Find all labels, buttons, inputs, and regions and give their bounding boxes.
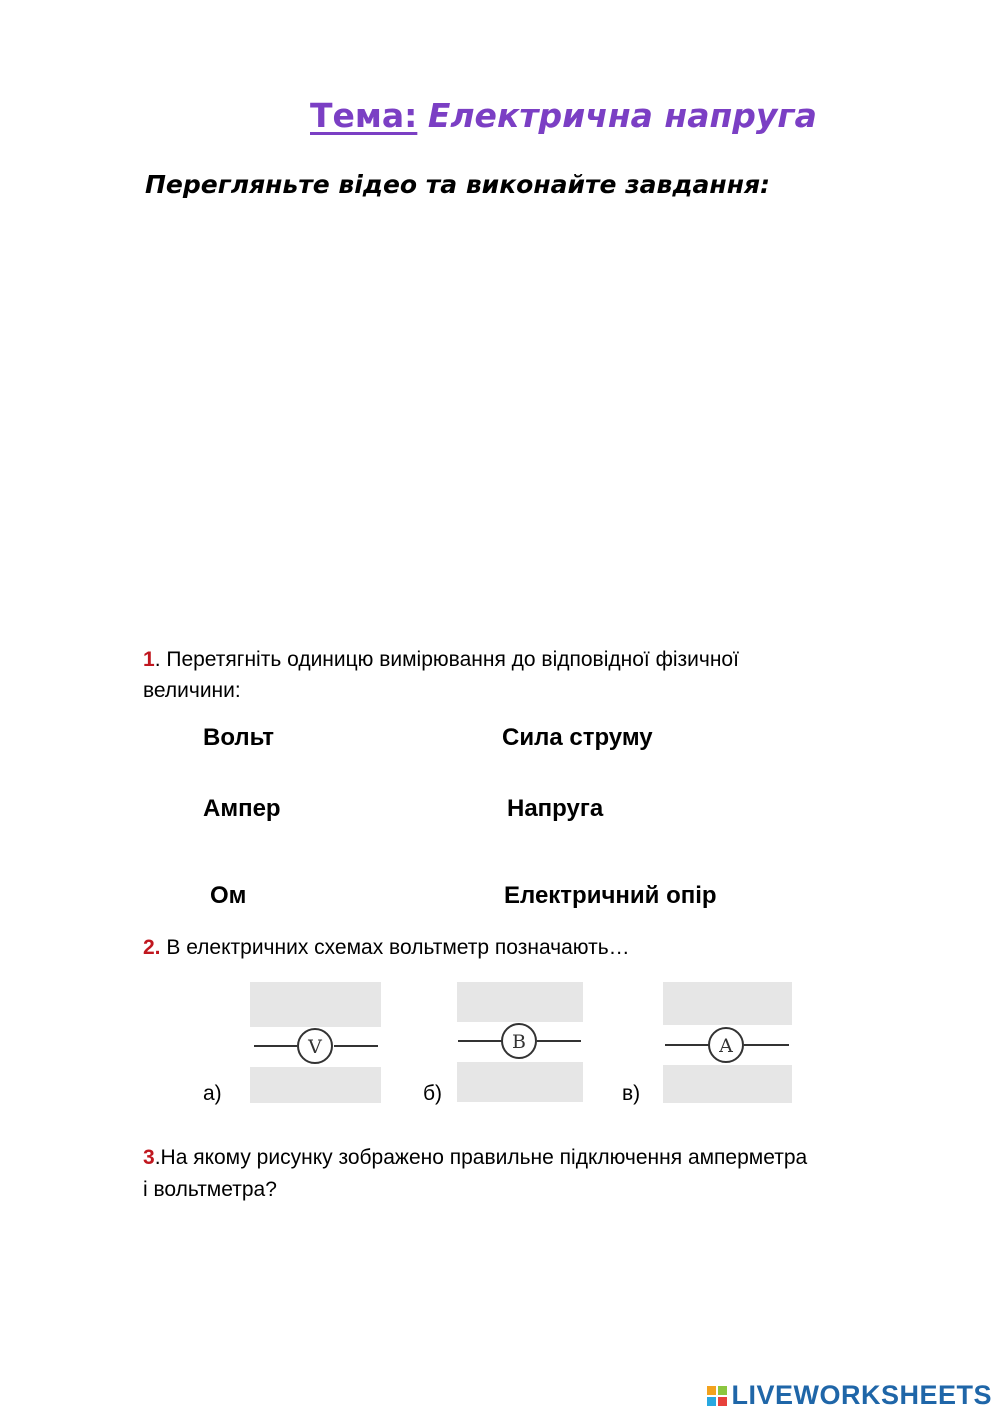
question-text: В електричних схемах вольтметр позначають…	[160, 936, 630, 959]
title-label: Тема:	[310, 96, 418, 135]
brand-name: LIVEWORKSHEETS	[731, 1380, 992, 1410]
liveworksheets-logo	[707, 1380, 992, 1411]
logo-square	[707, 1386, 716, 1395]
question-text: . Перетягніть одиницю вимірювання до відповідної фізичної	[154, 648, 739, 671]
drop-target-resistance[interactable]: Електричний опір	[504, 882, 717, 909]
logo-square	[718, 1397, 727, 1406]
symbol-letter: V	[308, 1036, 322, 1058]
question-number: 3	[143, 1146, 155, 1169]
question-number: 1	[143, 648, 155, 671]
option-b-label: б)	[423, 1082, 443, 1105]
question-number: 2.	[143, 936, 161, 959]
logo-icon	[707, 1386, 727, 1406]
symbol-letter: B	[512, 1031, 526, 1053]
ammeter-circuit-icon	[663, 1025, 792, 1065]
question-2	[143, 932, 630, 963]
question-3-line1	[143, 1142, 807, 1173]
instructions: Перегляньте відео та виконайте завдання:	[145, 170, 771, 199]
option-c-label: в)	[622, 1082, 641, 1105]
symbol-letter: A	[719, 1035, 733, 1057]
title-topic: Електрична напруга	[427, 96, 817, 135]
drop-target-current[interactable]: Сила струму	[502, 724, 653, 751]
logo-square	[718, 1386, 727, 1395]
option-b-symbol[interactable]	[457, 982, 583, 1102]
drag-item-volt[interactable]: Вольт	[203, 724, 275, 751]
question-1-line2: величини:	[143, 679, 241, 702]
option-a-label: а)	[203, 1082, 222, 1105]
question-text: .На якому рисунку зображено правильне підключення амперметра	[154, 1146, 808, 1169]
voltmeter-circuit-icon	[250, 1027, 381, 1067]
page-title	[310, 96, 817, 135]
question-3-line2: і вольтметра?	[143, 1178, 277, 1201]
logo-square	[707, 1397, 716, 1406]
drag-item-amper[interactable]: Ампер	[203, 795, 281, 822]
question-1-line1	[143, 644, 739, 675]
option-a-symbol[interactable]	[250, 982, 381, 1103]
option-c-symbol[interactable]	[663, 982, 792, 1103]
b-meter-circuit-icon	[457, 1022, 583, 1062]
drop-target-voltage[interactable]: Напруга	[507, 795, 604, 822]
drag-item-om[interactable]: Ом	[210, 882, 247, 909]
